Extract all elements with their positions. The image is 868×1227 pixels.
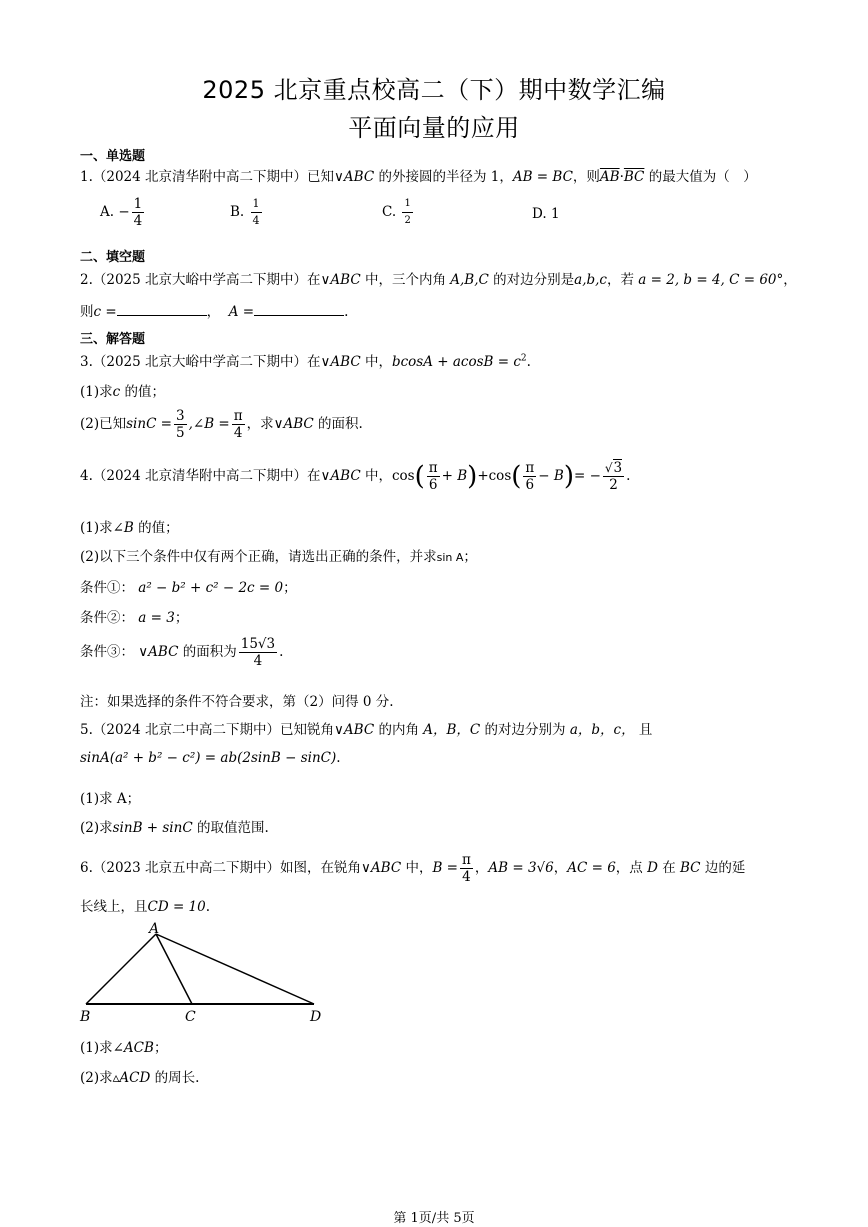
triangle-figure	[76, 920, 336, 1030]
label-c: C	[185, 1009, 196, 1025]
question-5-part-1: (1)求 A；	[80, 791, 141, 807]
question-6-part-1: (1)求∠ACB；	[80, 1040, 168, 1056]
condition-1: 条件①： a² − b² + c² − 2c = 0；	[80, 580, 297, 596]
question-6-line-1: 6.（2023 北京五中高二下期中）如图，在锐角∨ABC 中，B = $\frac{\pi}{4}$ ，AB = 3√6，AC = 6，点 D 在 BC 边的延	[80, 852, 746, 885]
doc-subtitle: 平面向量的应用	[348, 114, 520, 142]
condition-2: 条件②： a = 3；	[80, 610, 189, 626]
option-b: B. $\frac{1}{4}$	[230, 197, 260, 227]
option-c: C. $\frac{1}{2}$	[382, 198, 411, 226]
section-heading-single-choice: 一、单选题	[80, 149, 146, 164]
question-3-part-1: (1)求c 的值；	[80, 384, 165, 400]
question-4-part-2: (2)以下三个条件中仅有两个正确，请选出正确的条件，并求sin A；	[80, 549, 477, 565]
label-a: A	[149, 921, 160, 937]
question-5-part-2: (2)求sinB + sinC 的取值范围.	[80, 820, 269, 836]
question-2-line-2: 则c = ， A = .	[80, 304, 349, 320]
question-4-part-1: (1)求∠B 的值；	[80, 520, 179, 536]
question-4-note: 注：如果选择的条件不符合要求，第（2）问得 0 分.	[80, 694, 394, 710]
question-6-line-2: 长线上，且CD = 10.	[80, 899, 211, 915]
page-number: 第 1页/共 5页	[393, 1211, 475, 1226]
question-2-line-1: 2.（2025 北京大峪中学高二下期中）在∨ABC 中，三个内角 A,B,C 的对边分别是a,b,c，若 a = 2, b = 4, C = 60°，	[80, 272, 797, 288]
question-3: 3.（2025 北京大峪中学高二下期中）在∨ABC 中，$bcosA + acosB = c^2$.	[80, 353, 531, 370]
question-3-part-2: (2)已知sinC = $\frac{3}{5}$ ,∠B = $\frac{\pi}{4}$ ，求∨ABC 的面积.	[80, 408, 363, 441]
label-b: B	[80, 1009, 91, 1025]
answer-blank-a[interactable]	[254, 303, 344, 316]
option-d: D. 1	[532, 206, 560, 222]
segment-ad	[156, 934, 314, 1004]
question-4: 4.（2024 北京清华附中高二下期中）在∨ABC 中，cos( $\frac{\pi}{6}$ + B)+cos( $\frac{\pi}{6}$ − B)= − $\frac{√3}{2}$ .	[80, 460, 631, 493]
option-a: A. − $\frac{1}{4}$	[100, 196, 143, 229]
condition-3: 条件③： ∨ABC 的面积为 $\frac{15√3}{4}$ .	[80, 636, 284, 669]
segment-ab	[86, 934, 156, 1004]
section-heading-answer: 三、解答题	[80, 332, 146, 347]
question-5-line-1: 5.（2024 北京二中高二下期中）已知锐角∨ABC 的内角 A，B，C 的对边分别为 a，b，c， 且	[80, 722, 653, 738]
question-5-equation: sinA(a² + b² − c²) = ab(2sinB − sinC).	[80, 750, 341, 766]
doc-title: 2025 北京重点校高二（下）期中数学汇编	[202, 76, 666, 104]
question-6-part-2: (2)求▵ACD 的周长.	[80, 1070, 200, 1086]
segment-ac	[156, 934, 192, 1004]
section-heading-fill-blank: 二、填空题	[80, 250, 146, 265]
answer-blank-c[interactable]	[117, 303, 207, 316]
label-d: D	[310, 1009, 322, 1025]
question-1: 1.（2024 北京清华附中高二下期中）已知∨ABC 的外接圆的半径为 1，AB = BC，则$\overline{AB}\cdot\overline{BC}$ 的最大值为（ ）	[80, 169, 757, 185]
